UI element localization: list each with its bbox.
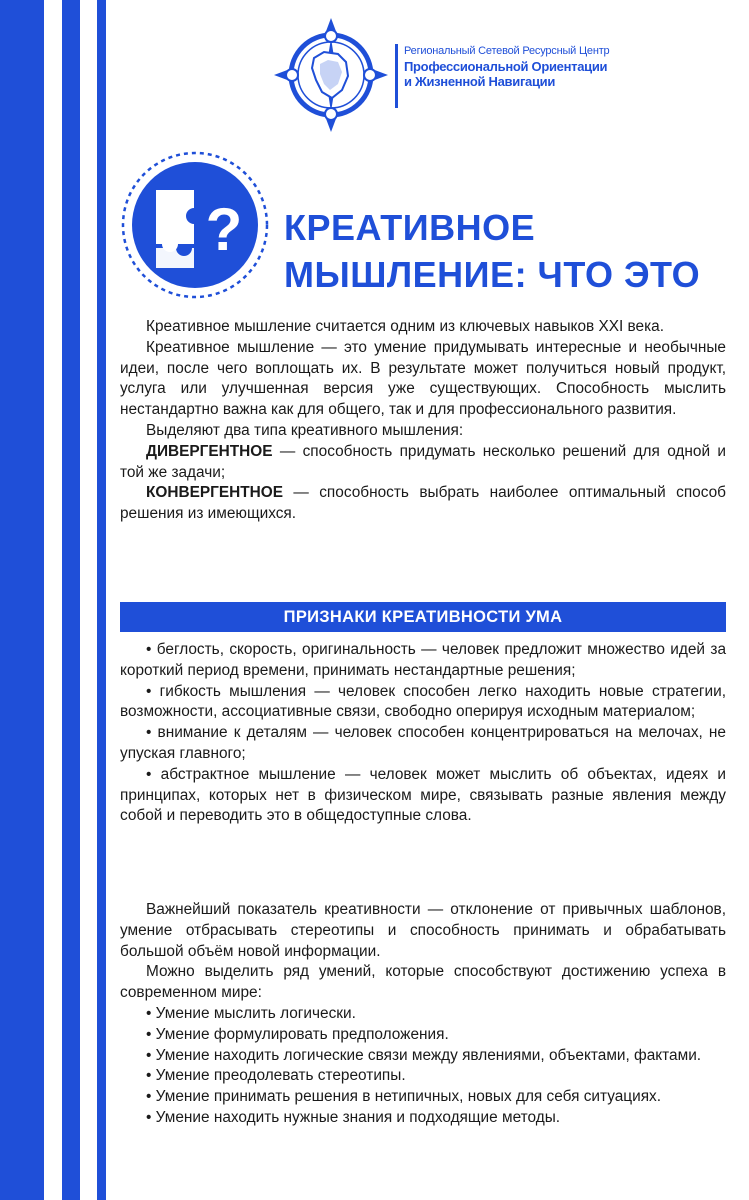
decorative-stripe-thin [97, 0, 106, 1200]
list-item: • абстрактное мышление — человек может мыслить об объектах, идеях и принципах, которых нет в физическом мире, связывать разные явления между собой и переводить это в общедоступные слова. [120, 765, 726, 825]
logo-text [404, 44, 610, 89]
section-banner: ПРИЗНАКИ КРЕАТИВНОСТИ УМА [120, 602, 726, 632]
divergent-text: — способность придумать несколько решений для одной и той же задачи; [120, 442, 726, 481]
logo-divider [395, 44, 398, 108]
summary-section [120, 900, 726, 1129]
decorative-stripe-medium [62, 0, 80, 1200]
divergent-term: ДИВЕРГЕНТНОЕ [146, 442, 273, 460]
summary-paragraph-1: Важнейший показатель креативности — отклонение от привычных шаблонов, умение отбрасывать стереотипы и способность принимать и обрабатывать большой объём новой информации. [120, 901, 726, 960]
signs-list [120, 640, 726, 827]
list-item: • беглость, скорость, оригинальность — человек предложит множество идей за короткий период времени, принимать нестандартные решения; [120, 641, 726, 679]
intro-section [120, 317, 726, 525]
logo-line-1: Региональный Сетевой Ресурсный Центр [404, 45, 610, 57]
page-title [284, 204, 700, 298]
decorative-stripe-wide [0, 0, 44, 1200]
convergent-definition [120, 483, 726, 525]
list-item: • Умение формулировать предположения. [146, 1025, 449, 1043]
puzzle-question-icon [120, 150, 270, 300]
list-item: • гибкость мышления — человек способен легко находить новые стратегии, возможности, ассоциативные связи, свободно оперируя исходным материалом; [120, 682, 726, 721]
convergent-text: — способность выбрать наиболее оптимальный способ решения из имеющихся. [120, 484, 726, 523]
title-line-1: КРЕАТИВНОЕ [284, 207, 536, 248]
list-item: • Умение находить логические связи между явлениями, объектами, фактами. [146, 1046, 702, 1064]
summary-paragraph-2: Можно выделить ряд умений, которые способствуют достижению успеха в современном мире: [120, 963, 726, 1002]
list-item: • Умение находить нужные знания и подходящие методы. [146, 1108, 561, 1126]
title-line-2: МЫШЛЕНИЕ: ЧТО ЭТО [284, 254, 701, 295]
intro-paragraph-3: Выделяют два типа креативного мышления: [146, 421, 464, 439]
list-item: • Умение мыслить логически. [146, 1004, 356, 1022]
intro-paragraph-2: Креативное мышление — это умение придумывать интересные и необычные идеи, после чего воплощать их. В результате может получиться новый продукт, услуга или улучшенная версия уже существующих. Способность мыслить нестандартно важна как для общего, так и для профессионального развития. [120, 338, 726, 419]
list-item: • внимание к деталям — человек способен концентрироваться на мелочах, не упуская главного; [120, 724, 726, 762]
logo-line-3: и Жизненной Навигации [404, 74, 556, 89]
compass-map-logo-icon [272, 16, 390, 134]
logo-line-2: Профессиональной Ориентации [404, 59, 608, 74]
list-item: • Умение преодолевать стереотипы. [146, 1067, 406, 1085]
list-item: • Умение принимать решения в нетипичных, новых для себя ситуациях. [146, 1088, 662, 1106]
organization-logo [272, 16, 610, 134]
divergent-definition [120, 442, 726, 484]
convergent-term: КОНВЕРГЕНТНОЕ [146, 484, 283, 502]
intro-paragraph-1: Креативное мышление считается одним из ключевых навыков XXI века. [146, 318, 665, 335]
question-mark-glyph: ? [205, 196, 243, 263]
